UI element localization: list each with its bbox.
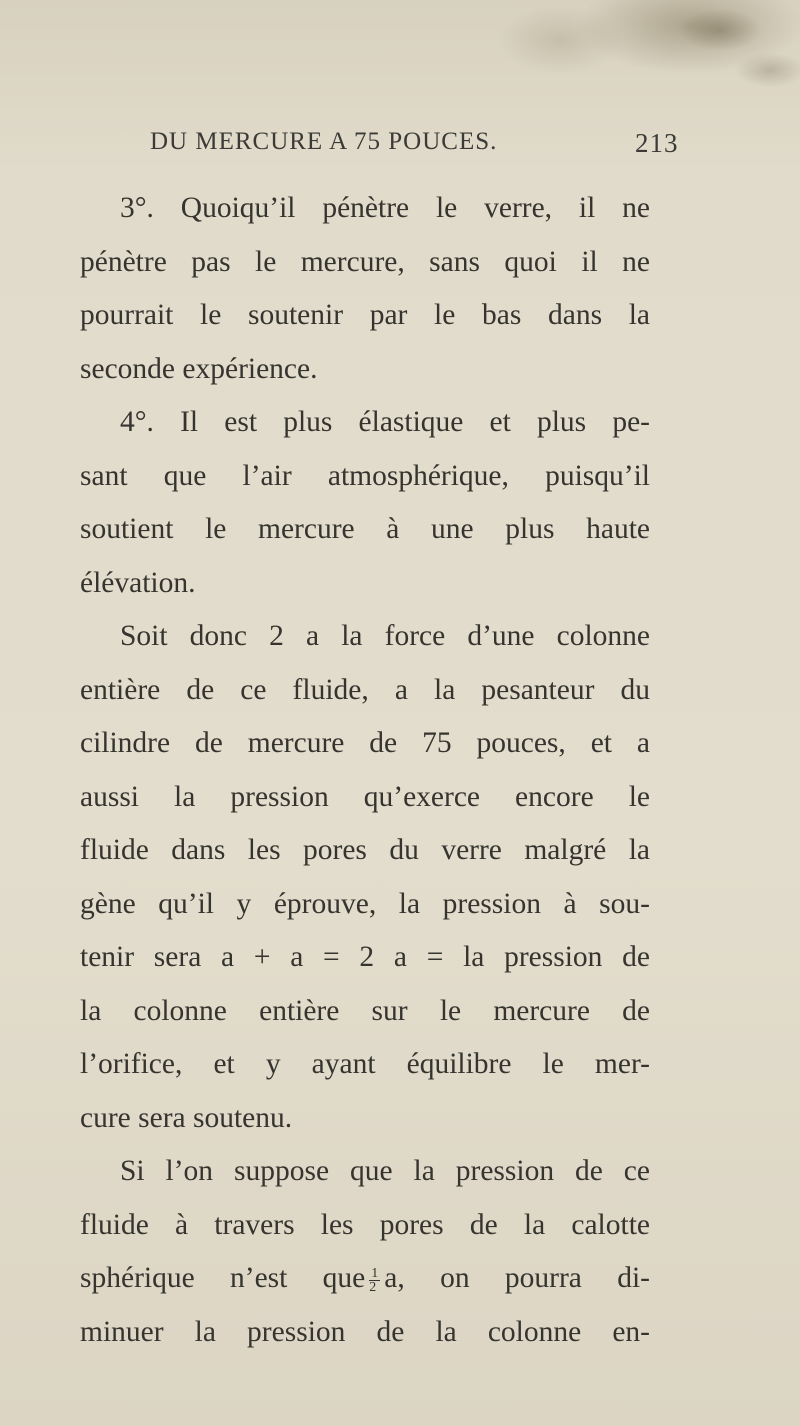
text-line: la colonne entière sur le mercure de xyxy=(80,994,650,1027)
text-line: Si l’on suppose que la pression de ce xyxy=(120,1155,650,1187)
text-line: élévation. xyxy=(80,566,196,599)
body-text xyxy=(80,182,650,1359)
text-line: soutient le mercure à une plus haute xyxy=(80,513,650,545)
text-line: 3°. Quoiqu’il pénètre le verre, il ne xyxy=(120,192,650,224)
text-line: pourrait le soutenir par le bas dans la xyxy=(80,299,650,331)
text-segment: a, on pourra di- xyxy=(384,1262,650,1294)
text-line: fluide dans les pores du verre malgré la xyxy=(80,834,650,866)
text-line: 4°. Il est plus élastique et plus pe- xyxy=(120,406,650,438)
text-line: minuer la pression de la colonne en- xyxy=(80,1315,650,1348)
text-line: cure sera soutenu. xyxy=(80,1101,293,1134)
text-line: gène qu’il y éprouve, la pression à sou- xyxy=(80,887,650,920)
fraction-denominator: 2 xyxy=(369,1279,377,1295)
text-line: l’orifice, et y ayant équilibre le mer- xyxy=(80,1048,650,1080)
text-line: cilindre de mercure de 75 pouces, et a xyxy=(80,727,650,759)
text-line: tenir sera a + a = 2 a = la pression de xyxy=(80,941,650,973)
text-line: sant que l’air atmosphérique, puisqu’il xyxy=(80,459,650,492)
text-line: Soit donc 2 a la force d’une colonne xyxy=(120,620,650,652)
text-segment: sphérique n’est que xyxy=(80,1262,366,1294)
fraction-one-half xyxy=(369,1267,380,1294)
running-head xyxy=(150,128,760,168)
paper-stain xyxy=(470,0,800,120)
page-number: 213 xyxy=(635,128,679,158)
text-line: pénètre pas le mercure, sans quoi il ne xyxy=(80,245,650,278)
running-title: DU MERCURE A 75 POUCES. xyxy=(150,128,498,155)
fraction-numerator: 1 xyxy=(371,1265,379,1281)
text-line: fluide à travers les pores de la calotte xyxy=(80,1208,650,1241)
text-line-with-fraction xyxy=(80,1252,650,1306)
text-line: aussi la pression qu’exerce encore le xyxy=(80,780,650,813)
text-line: entière de ce fluide, a la pesanteur du xyxy=(80,673,650,706)
text-line: seconde expérience. xyxy=(80,352,318,385)
